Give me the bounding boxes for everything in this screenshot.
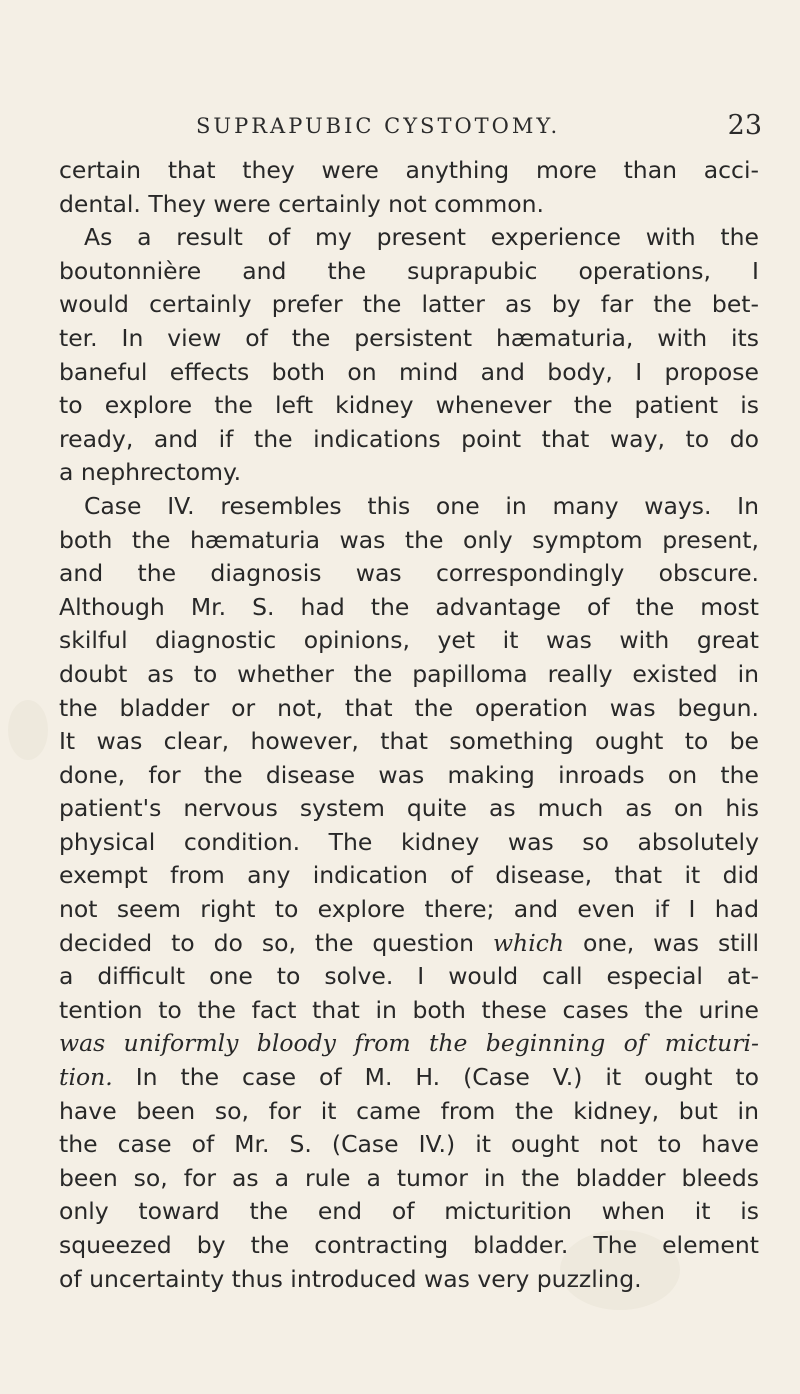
text-line: have been so, for it came from the kidney, but in: [59, 1096, 759, 1125]
text-line: done, for the disease was making inroads on the: [59, 760, 759, 789]
text-line: only toward the end of micturition when it is: [59, 1197, 759, 1226]
text-line: physical condition. The kidney was so absolutely: [59, 827, 759, 856]
text-line: ready, and if the indications point that way, to do: [59, 424, 759, 453]
text-line: boutonnière and the suprapubic operations, I: [59, 256, 759, 285]
text-line: and the diagnosis was correspondingly obscure.: [59, 559, 759, 588]
text-line: of uncertainty thus introduced was very puzzling.: [59, 1264, 642, 1293]
page-number: 23: [727, 110, 762, 141]
text-line: to explore the left kidney whenever the patient is: [59, 391, 759, 420]
text-line: certain that they were anything more than acci-: [59, 156, 759, 184]
text-line: skilful diagnostic opinions, yet it was with great: [59, 626, 759, 655]
italic-line: was uniformly bloody from the beginning of micturi-: [59, 1029, 759, 1058]
italic-word: tion.: [59, 1063, 113, 1092]
text-line: It was clear, however, that something ought to be: [59, 727, 759, 756]
running-head: [196, 110, 762, 150]
paragraph-first-line: Case IV. resembles this one in many ways. In: [84, 491, 759, 520]
running-title: SUPRAPUBIC CYSTOTOMY.: [196, 114, 561, 138]
text-line: Although Mr. S. had the advantage of the most: [59, 592, 759, 621]
body-text: [59, 154, 759, 1296]
text-line: tention to the fact that in both these cases the urine: [59, 995, 759, 1024]
text-line: not seem right to explore there; and even if I had: [59, 895, 759, 924]
text-line: dental. They were certainly not common.: [59, 189, 544, 218]
text-line: the case of Mr. S. (Case IV.) it ought not to have: [59, 1130, 759, 1159]
paper-stain: [8, 700, 48, 760]
text-fragment: decided to do so, the question: [59, 928, 474, 957]
text-line: ter. In view of the persistent hæmaturia, with its: [59, 323, 759, 352]
text-line: patient's nervous system quite as much as on his: [59, 794, 759, 823]
text-line: [59, 1061, 759, 1095]
text-line: exempt from any indication of disease, that it did: [59, 861, 759, 890]
text-line: would certainly prefer the latter as by far the bet-: [59, 290, 759, 319]
italic-word: which: [492, 928, 564, 957]
text-line: a nephrectomy.: [59, 458, 242, 487]
text-line: doubt as to whether the papilloma really existed in: [59, 659, 759, 688]
text-line: been so, for as a rule a tumor in the bladder bleeds: [59, 1163, 759, 1192]
text-line: squeezed by the contracting bladder. The element: [59, 1231, 759, 1259]
text-line: a difficult one to solve. I would call especial at-: [59, 962, 759, 991]
paragraph-first-line: As a result of my present experience with the: [84, 223, 759, 252]
text-fragment: one, was still: [582, 928, 759, 957]
text-fragment: In the case of M. H. (Case V.) it ought to: [135, 1063, 759, 1092]
text-line: both the hæmaturia was the only symptom present,: [59, 525, 759, 554]
text-line: baneful effects both on mind and body, I propose: [59, 357, 759, 386]
text-line: [59, 927, 759, 961]
text-line: the bladder or not, that the operation was begun.: [59, 693, 759, 722]
